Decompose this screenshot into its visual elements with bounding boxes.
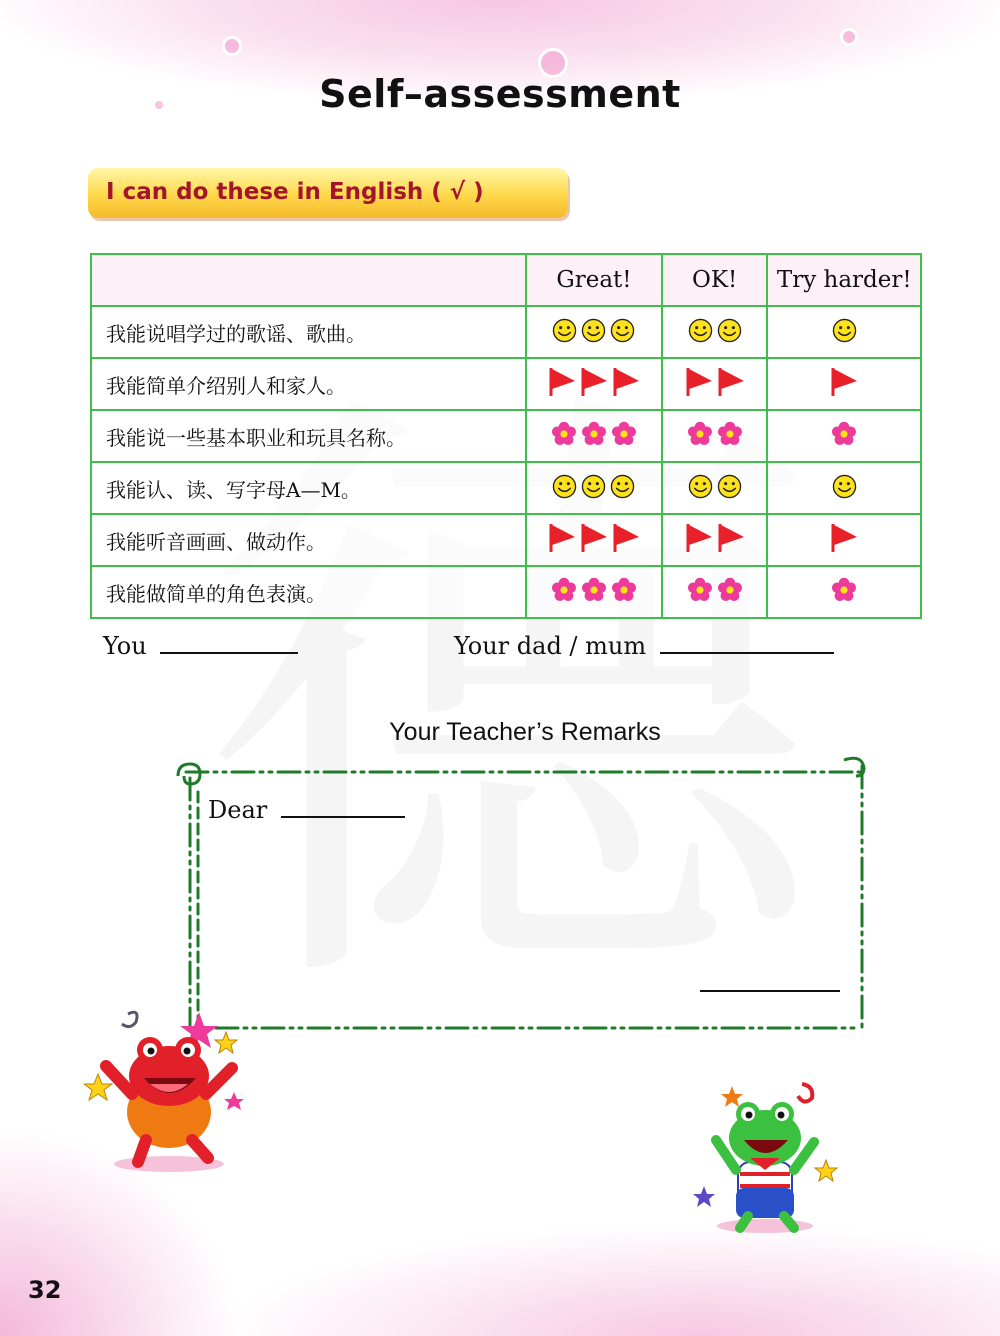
rating-icons — [688, 474, 742, 499]
rating-cell-try-harder[interactable] — [767, 566, 921, 618]
rating-cell-ok[interactable] — [662, 566, 768, 618]
signature-you-line[interactable] — [160, 652, 298, 654]
pink-flower-icon — [551, 421, 577, 447]
rating-cell-try-harder[interactable] — [767, 358, 921, 410]
table-row — [91, 410, 921, 462]
red-flag-icon — [548, 523, 576, 553]
rating-cell-ok[interactable] — [662, 306, 768, 358]
rating-cell-great[interactable] — [526, 514, 662, 566]
smiley-icon — [610, 318, 635, 343]
table-row — [91, 514, 921, 566]
pink-flower-icon — [581, 421, 607, 447]
pink-flower-icon — [717, 577, 743, 603]
signature-you — [103, 632, 298, 660]
pink-flower-icon — [687, 577, 713, 603]
table-header-great: Great! — [526, 254, 662, 306]
red-flag-icon — [830, 523, 858, 553]
rating-icons — [548, 367, 640, 397]
table-header-task — [91, 254, 526, 306]
red-flag-icon — [580, 367, 608, 397]
smiley-icon — [610, 474, 635, 499]
rating-cell-ok[interactable] — [662, 514, 768, 566]
signature-parent-label: Your dad / mum — [454, 632, 647, 660]
smiley-icon — [688, 318, 713, 343]
rating-icons — [552, 474, 635, 499]
table-row — [91, 462, 921, 514]
remarks-dear-label: Dear — [208, 796, 268, 824]
rating-cell-great[interactable] — [526, 462, 662, 514]
table-header-try-harder: Try harder! — [767, 254, 921, 306]
section-banner — [88, 168, 568, 218]
rating-cell-ok[interactable] — [662, 358, 768, 410]
table-row — [91, 306, 921, 358]
rating-icons — [687, 421, 743, 447]
rating-cell-try-harder[interactable] — [767, 514, 921, 566]
red-flag-icon — [580, 523, 608, 553]
smiley-icon — [717, 474, 742, 499]
teacher-signature-line[interactable] — [700, 990, 840, 992]
rating-icons — [688, 318, 742, 343]
rating-icons — [830, 523, 858, 553]
rating-icons — [685, 523, 745, 553]
task-cell: 我能做简单的角色表演。 — [91, 566, 526, 618]
rating-cell-great[interactable] — [526, 410, 662, 462]
red-flag-icon — [548, 367, 576, 397]
red-frog-illustration — [84, 1004, 254, 1174]
pink-flower-icon — [611, 421, 637, 447]
smiley-icon — [552, 474, 577, 499]
rating-icons — [548, 523, 640, 553]
green-frog-illustration — [690, 1078, 840, 1238]
signature-parent — [454, 632, 834, 660]
rating-cell-try-harder[interactable] — [767, 462, 921, 514]
task-cell: 我能说一些基本职业和玩具名称。 — [91, 410, 526, 462]
signature-parent-line[interactable] — [660, 652, 834, 654]
task-cell: 我能认、读、写字母A—M。 — [91, 462, 526, 514]
remarks-title: Your Teacher’s Remarks — [389, 718, 661, 746]
red-flag-icon — [717, 523, 745, 553]
remarks-dear — [208, 796, 405, 824]
smiley-icon — [552, 318, 577, 343]
red-flag-icon — [717, 367, 745, 397]
table-header-row — [91, 254, 921, 306]
section-banner-label: I can do these in English ( √ ) — [106, 179, 484, 205]
red-flag-icon — [830, 367, 858, 397]
pink-flower-icon — [611, 577, 637, 603]
rating-icons — [831, 421, 857, 447]
pink-flower-icon — [717, 421, 743, 447]
rating-cell-try-harder[interactable] — [767, 410, 921, 462]
task-cell: 我能简单介绍别人和家人。 — [91, 358, 526, 410]
smiley-icon — [581, 474, 606, 499]
rating-icons — [551, 421, 637, 447]
decor-bubble — [222, 36, 242, 56]
table-row — [91, 566, 921, 618]
pink-flower-icon — [831, 421, 857, 447]
signature-you-label: You — [103, 632, 147, 660]
rating-icons — [831, 577, 857, 603]
red-flag-icon — [612, 523, 640, 553]
task-cell: 我能听音画画、做动作。 — [91, 514, 526, 566]
decor-bubble — [840, 28, 858, 46]
rating-cell-ok[interactable] — [662, 410, 768, 462]
rating-icons — [551, 577, 637, 603]
smiley-icon — [832, 474, 857, 499]
assessment-table — [90, 253, 922, 619]
rating-cell-great[interactable] — [526, 358, 662, 410]
rating-cell-great[interactable] — [526, 566, 662, 618]
pink-flower-icon — [551, 577, 577, 603]
red-flag-icon — [612, 367, 640, 397]
pink-flower-icon — [831, 577, 857, 603]
task-cell: 我能说唱学过的歌谣、歌曲。 — [91, 306, 526, 358]
red-flag-icon — [685, 367, 713, 397]
rating-icons — [685, 367, 745, 397]
rating-cell-great[interactable] — [526, 306, 662, 358]
pink-flower-icon — [581, 577, 607, 603]
rating-icons — [552, 318, 635, 343]
rating-cell-ok[interactable] — [662, 462, 768, 514]
rating-icons — [687, 577, 743, 603]
page-number: 32 — [28, 1276, 62, 1304]
table-row — [91, 358, 921, 410]
rating-cell-try-harder[interactable] — [767, 306, 921, 358]
rating-icons — [832, 318, 857, 343]
rating-icons — [830, 367, 858, 397]
smiley-icon — [688, 474, 713, 499]
page-title: Self–assessment — [319, 72, 681, 116]
pink-flower-icon — [687, 421, 713, 447]
smiley-icon — [717, 318, 742, 343]
smiley-icon — [832, 318, 857, 343]
table-header-ok: OK! — [662, 254, 768, 306]
remarks-dear-line[interactable] — [281, 816, 405, 818]
red-flag-icon — [685, 523, 713, 553]
smiley-icon — [581, 318, 606, 343]
rating-icons — [832, 474, 857, 499]
